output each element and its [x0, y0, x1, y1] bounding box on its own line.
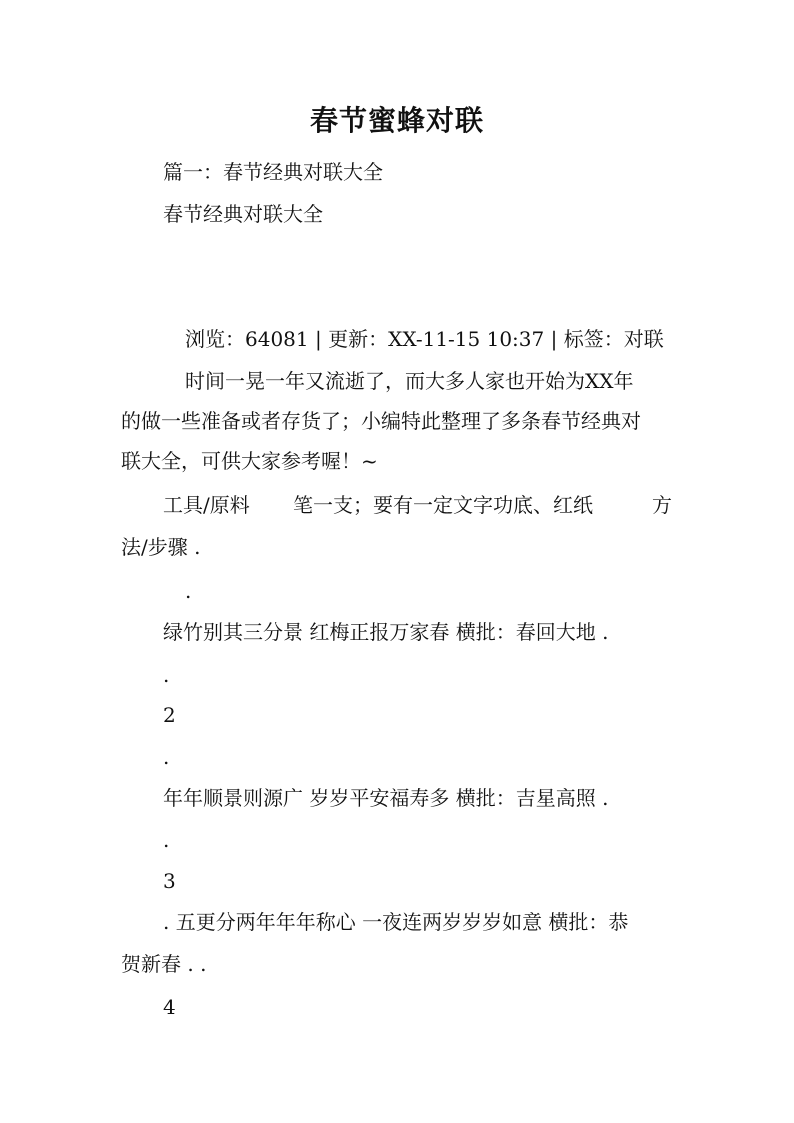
intro-line-2: 的做一些准备或者存货了；小编特此整理了多条春节经典对 — [121, 409, 641, 433]
section-subtitle: 春节经典对联大全 — [163, 202, 323, 226]
step-number-4: 4 — [163, 995, 176, 1019]
intro-line-1: 时间一晃一年又流逝了，而大多人家也开始为XX年 — [185, 369, 634, 393]
tools-label: 工具/原料 — [163, 493, 250, 517]
step-number-2: 2 — [163, 703, 176, 727]
section-heading: 篇一：春节经典对联大全 — [163, 160, 383, 184]
method-label-cont: 法/步骤 . — [121, 535, 201, 559]
dot-4: . — [163, 828, 170, 852]
couplet-3: . 五更分两年年年称心 一夜连两岁岁岁如意 横批：恭 — [163, 910, 629, 934]
couplet-1: 绿竹别其三分景 红梅正报万家春 横批：春回大地 . — [163, 620, 609, 644]
step-number-3: 3 — [163, 869, 176, 893]
method-label: 方 — [652, 493, 672, 517]
dot-1: . — [185, 579, 192, 603]
document-title: 春节蜜蜂对联 — [309, 104, 484, 137]
dot-2: . — [163, 663, 170, 687]
couplet-2: 年年顺景则源广 岁岁平安福寿多 横批：吉星高照 . — [163, 786, 609, 810]
meta-line: 浏览：64081 | 更新：XX-11-15 10:37 | 标签：对联 — [185, 327, 664, 351]
dot-3: . — [163, 745, 170, 769]
intro-line-3: 联大全，可供大家参考喔！~ — [121, 449, 378, 473]
tools-content: 笔一支；要有一定文字功底、红纸 — [293, 493, 593, 517]
couplet-3-cont: 贺新春 . . — [121, 952, 207, 976]
